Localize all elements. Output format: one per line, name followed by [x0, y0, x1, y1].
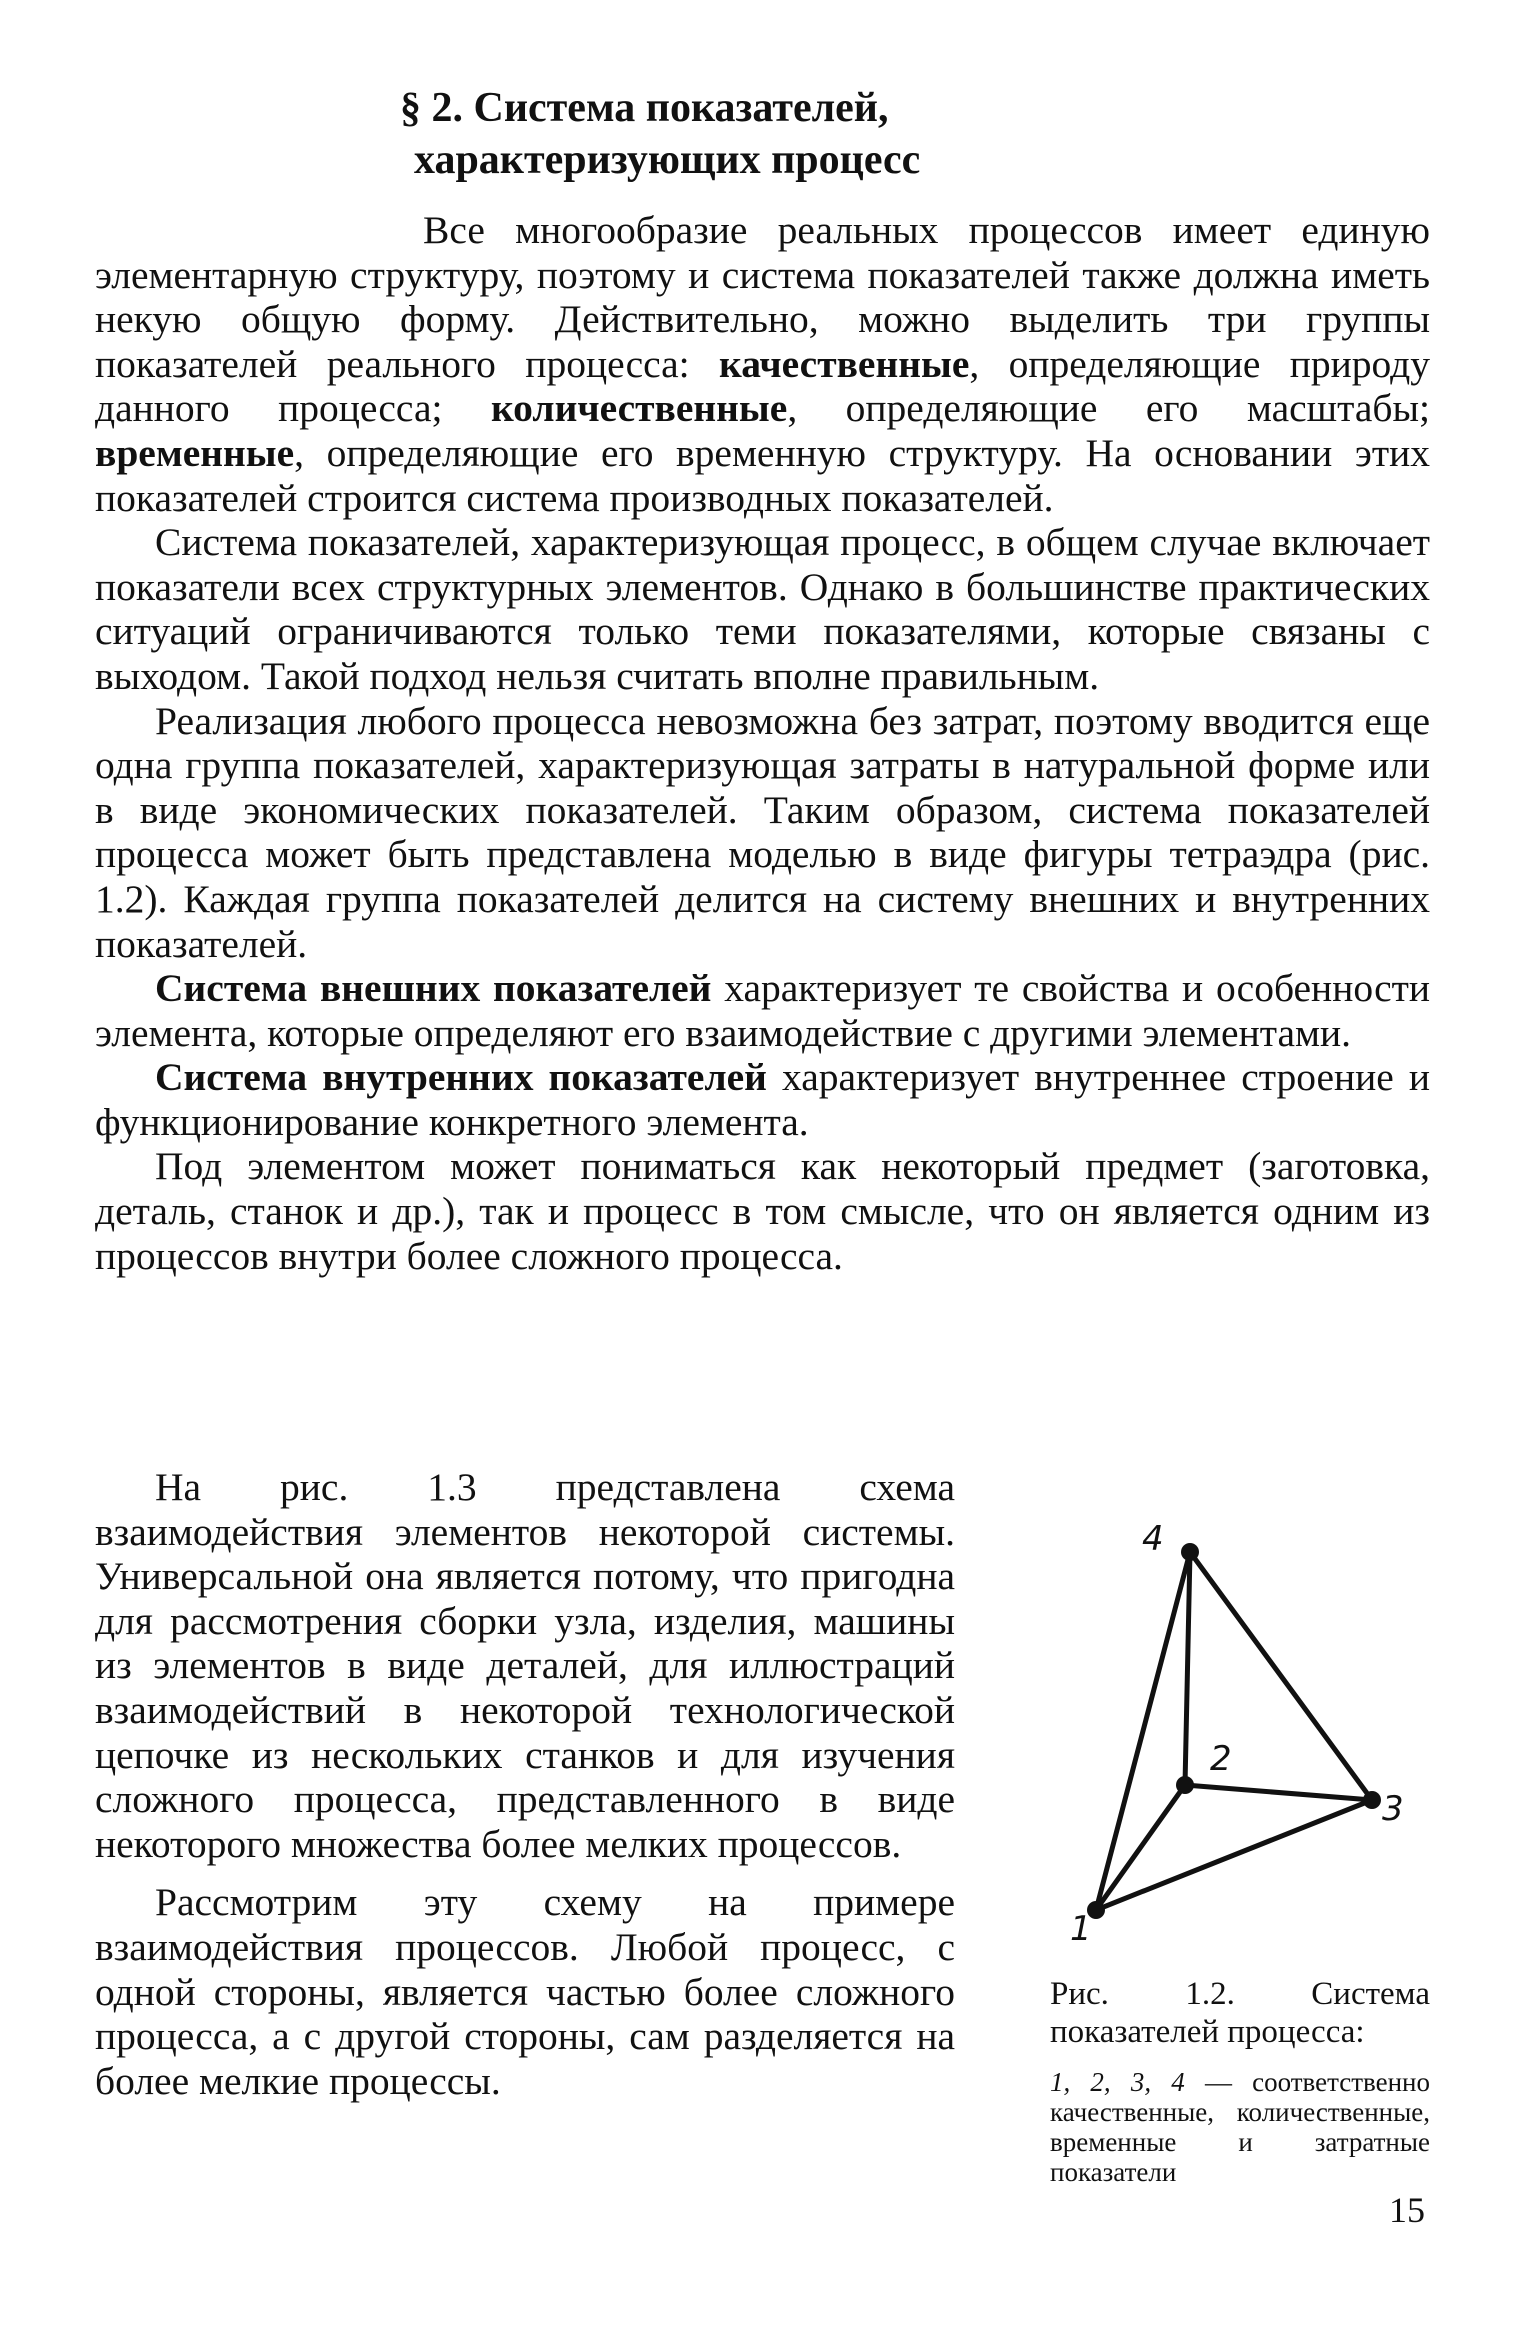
paragraph-7: На рис. 1.3 представлена схема взаимодействия элементов некоторой системы. Универсальной она является потому, что пригодна для рассмотрения сборки узла, изделия, машины из элементов в виде деталей, для иллюстраций взаимодействий в некоторой технологической цепочке из нескольких станков и для изучения сложного процесса, представленного в виде некоторого множества более мелких процессов.: [95, 1465, 955, 1866]
caption-title: Рис. 1.2. Система показателей процесса:: [1050, 1976, 1430, 2050]
vertex-2: [1176, 1776, 1194, 1794]
tetrahedron-diagram: [1020, 1520, 1450, 1960]
vertex-label-4: 4: [1142, 1520, 1164, 1559]
paragraph-4: Система внешних показателей характеризует те свойства и особенности элемента, которые определяют его взаимодействие с другими элементами.: [95, 966, 1431, 1055]
vertex-3: [1363, 1791, 1381, 1809]
edge-2-3: [1185, 1785, 1372, 1800]
section-heading-line-2: характеризующих процесс: [414, 137, 921, 183]
paragraph-1: Все многообразие реальных процессов имеет единую элементарную структуру, поэтому и система показателей также должна иметь некую общую форму. Действительно, можно выделить три группы показателей реального процесса: качественные, определяющие природу данного процесса; количественные, определяющие его масштабы; временные, определяющие его временную структуру. На основании этих показателей строится система производных показателей.: [95, 208, 1431, 520]
side-column-text: [95, 1465, 955, 2103]
figure-caption: [1050, 1975, 1430, 2187]
tetrahedron-figure: [1020, 1520, 1450, 1960]
vertex-4: [1181, 1543, 1199, 1561]
main-text: [95, 208, 1430, 1278]
paragraph-2: Система показателей, характеризующая процесс, в общем случае включает показатели всех структурных элементов. Однако в большинстве практических ситуаций ограничиваются только теми показателями, которые связаны с выходом. Такой подход нельзя считать вполне правильным.: [95, 520, 1430, 698]
vertex-label-3: 3: [1382, 1789, 1404, 1829]
vertex-label-1: 1: [1070, 1909, 1092, 1949]
paragraph-3: Реализация любого процесса невозможна без затрат, поэтому вводится еще одна группа показателей, характеризующая затраты в натуральной форме или в виде экономических показателей. Таким образом, система показателей процесса может быть представлена моделью в виде фигуры тетраэдра (рис. 1.2). Каждая группа показателей делится на систему внешних и внутренних показателей.: [95, 698, 1430, 966]
section-heading-line-1: § 2. Система показателей,: [400, 85, 889, 131]
page-number: 15: [1389, 2190, 1425, 2230]
vertex-label-2: 2: [1210, 1739, 1232, 1779]
paragraph-6: Под элементом может пониматься как некоторый предмет (заготовка, деталь, станок и др.), так и процесс в том смысле, что он является одним из процессов внутри более сложного процесса.: [95, 1144, 1430, 1278]
edge-2-4: [1185, 1552, 1190, 1785]
paragraph-8: Рассмотрим эту схему на примере взаимодействия процессов. Любой процесс, с одной стороны, является частью более сложного процесса, а с другой стороны, сам разделяется на более мелкие процессы.: [95, 1880, 955, 2103]
paragraph-5: Система внутренних показателей характеризует внутреннее строение и функционирование конкретного элемента.: [95, 1055, 1430, 1144]
section-heading: [400, 82, 960, 186]
caption-legend: 1, 2, 3, 4 — соответственно качественные, количественные, временные и затратные показатели: [1050, 2067, 1430, 2187]
edge-1-4: [1096, 1552, 1190, 1910]
